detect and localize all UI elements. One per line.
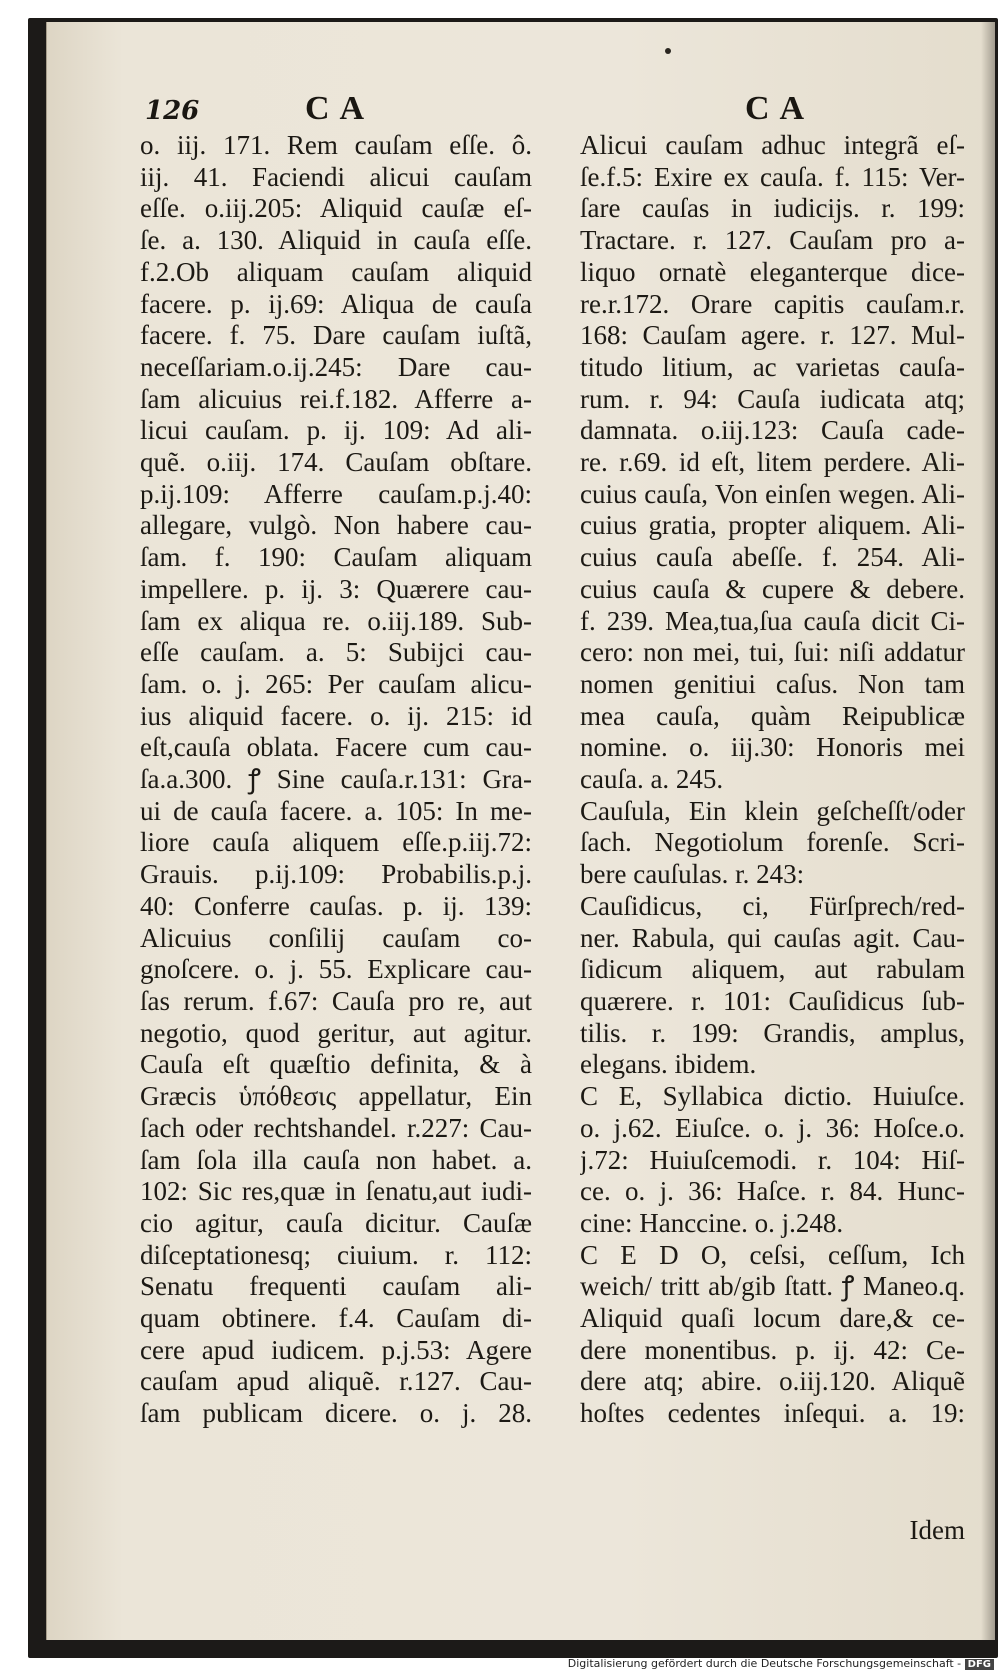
text-line: gnoſcere. o. j. 55. Explicare cau- (140, 954, 532, 985)
text-line: cuius cauſa abeſſe. f. 254. Ali- (580, 542, 965, 573)
text-line: ner. Rabula, qui cauſas agit. Cau- (580, 922, 965, 953)
text-line: cuius cauſa, Von einſen wegen. Ali- (580, 478, 965, 509)
spine-shadow (981, 22, 995, 1640)
text-line: nomen genitiui caſus. Non tam (580, 668, 965, 699)
text-line: ſam. f. 190: Cauſam aliquam (140, 542, 532, 573)
text-line: Alicuius conſilij cauſam co- (140, 922, 532, 953)
page-number: 126 (145, 96, 200, 126)
text-line: titudo litium, ac varietas cauſa- (580, 351, 965, 382)
text-line: quẽ. o.iij. 174. Cauſam obſtare. (140, 447, 532, 478)
text-line: ſach. Negotiolum forenſe. Scri- (580, 827, 965, 858)
footer-text: Digitalisierung gefördert durch die Deutsche Forschungsgemeinschaft - (567, 1657, 962, 1670)
catchword: Idem (909, 1515, 965, 1545)
text-line: ſam. o. j. 265: Per cauſam alicu- (140, 668, 532, 699)
text-line: eſſe. o.iij.205: Aliquid cauſæ eſ- (140, 193, 532, 224)
text-line: j.72: Huiuſcemodi. r. 104: Hiſ- (580, 1144, 965, 1175)
text-line: Grauis. p.ij.109: Probabilis.p.j. (140, 859, 532, 890)
text-line: ſam alicuius rei.f.182. Afferre a- (140, 383, 532, 414)
text-line: o. j.62. Eiuſce. o. j. 36: Hoſce.o. (580, 1112, 965, 1143)
left-column-text (140, 130, 532, 1430)
text-line: quam obtinere. f.4. Cauſam di- (140, 1303, 532, 1334)
text-line: 102: Sic res,quæ in ſenatu,aut iudi- (140, 1176, 532, 1207)
text-line: ce. o. j. 36: Haſce. r. 84. Hunc- (580, 1176, 965, 1207)
digitization-footer (568, 1657, 994, 1670)
text-line: facere. p. ij.69: Aliqua de cauſa (140, 288, 532, 319)
text-line: liquo ornatè eleganterque dice- (580, 256, 965, 287)
running-header (145, 90, 960, 130)
text-line: ſas rerum. f.67: Cauſa pro re, aut (140, 985, 532, 1016)
text-line: ſam publicam dicere. o. j. 28. (140, 1398, 532, 1429)
text-line: weich/ tritt ab/gib ſtatt. ꝭ Maneo.q. (580, 1271, 965, 1302)
text-line: cero: non mei, tui, ſui: niſi addatur (580, 637, 965, 668)
dfg-logo: DFG (965, 1659, 994, 1670)
text-line: Cauſa eſt quæſtio definita, & à (140, 1049, 532, 1080)
text-line: diſceptationesq; ciuium. r. 112: (140, 1239, 532, 1270)
text-line: rum. r. 94: Cauſa iudicata atq; (580, 383, 965, 414)
text-line: re.r.172. Orare capitis cauſam.r. (580, 288, 965, 319)
text-line: Tractare. r. 127. Cauſam pro a- (580, 225, 965, 256)
text-line: C E D O, ceſsi, ceſſum, Ich (580, 1239, 965, 1270)
text-line: Senatu frequenti cauſam ali- (140, 1271, 532, 1302)
text-line: ſam ſola illa cauſa non habet. a. (140, 1144, 532, 1175)
text-line: facere. f. 75. Dare cauſam iuſtã, (140, 320, 532, 351)
text-line: cauſa. a. 245. (580, 764, 724, 795)
text-line: nomine. o. iij.30: Honoris mei (580, 732, 965, 763)
text-line: ſe. a. 130. Aliquid in cauſa eſſe. (140, 225, 532, 256)
text-line: cio agitur, cauſa dicitur. Cauſæ (140, 1207, 532, 1238)
text-line: neceſſariam.o.ij.245: Dare cau- (140, 351, 532, 382)
text-line: Græcis ὑπόθεσις appellatur, Ein (140, 1081, 532, 1112)
text-line: ſam ex aliqua re. o.iij.189. Sub- (140, 605, 532, 636)
ink-spot (665, 48, 671, 54)
text-line: hoſtes cedentes inſequi. a. 19: (580, 1398, 965, 1429)
text-line: cauſam apud aliquẽ. r.127. Cau- (140, 1366, 532, 1397)
header-left-guide: CA (305, 90, 375, 127)
text-line: dere monentibus. p. ij. 42: Ce- (580, 1334, 965, 1365)
text-line: cere apud iudicem. p.j.53: Agere (140, 1334, 532, 1365)
text-line: ſe.f.5: Exire ex cauſa. f. 115: Ver- (580, 161, 965, 192)
text-line: cuius cauſa & cupere & debere. (580, 573, 965, 604)
text-line: Cauſidicus, ci, Fürſprech/red- (580, 890, 965, 921)
text-line: 40: Conferre cauſas. p. ij. 139: (140, 890, 532, 921)
text-line: liore cauſa aliquem eſſe.p.iij.72: (140, 827, 532, 858)
text-line: 168: Cauſam agere. r. 127. Mul- (580, 320, 965, 351)
header-right-guide: CA (745, 90, 815, 127)
text-line: Cauſula, Ein klein geſcheſſt/oder (580, 795, 965, 826)
text-line: iij. 41. Faciendi alicui cauſam (140, 161, 532, 192)
text-line: ſidicum aliquem, aut rabulam (580, 954, 965, 985)
text-line: quærere. r. 101: Cauſidicus ſub- (580, 985, 965, 1016)
text-line: ſare cauſas in iudicijs. r. 199: (580, 193, 965, 224)
text-line: licui cauſam. p. ij. 109: Ad ali- (140, 415, 532, 446)
text-line: negotio, quod geritur, aut agitur. (140, 1017, 532, 1048)
text-line: ius aliquid facere. o. ij. 215: id (140, 700, 532, 731)
text-line: eſt,cauſa oblata. Facere cum cau- (140, 732, 532, 763)
text-line: p.ij.109: Afferre cauſam.p.j.40: (140, 478, 532, 509)
text-line: cuius gratia, propter aliquem. Ali- (580, 510, 965, 541)
text-line: Aliquid quaſi locum dare,& ce- (580, 1303, 965, 1334)
text-line: elegans. ibidem. (580, 1049, 757, 1080)
text-line: tilis. r. 199: Grandis, amplus, (580, 1017, 965, 1048)
text-line: dere atq; abire. o.iij.120. Aliquẽ (580, 1366, 965, 1397)
text-line: allegare, vulgò. Non habere cau- (140, 510, 532, 541)
text-line: ui de cauſa facere. a. 105: In me- (140, 795, 532, 826)
text-line: o. iij. 171. Rem cauſam eſſe. ô. (140, 130, 532, 160)
right-column-text (580, 130, 965, 1430)
text-line: eſſe cauſam. a. 5: Subijci cau- (140, 637, 532, 668)
text-line: cine: Hanccine. o. j.248. (580, 1207, 844, 1238)
text-line: f.2.Ob aliquam cauſam aliquid (140, 256, 532, 287)
text-line: ſa.a.300. ꝭ Sine cauſa.r.131: Gra- (140, 764, 532, 795)
text-line: bere cauſulas. r. 243: (580, 859, 805, 890)
text-line: ſach oder rechtshandel. r.227: Cau- (140, 1112, 532, 1143)
text-line: impellere. p. ij. 3: Quærere cau- (140, 573, 532, 604)
text-line: mea cauſa, quàm Reipublicæ (580, 700, 965, 731)
text-line: C E, Syllabica dictio. Huiuſce. (580, 1081, 965, 1112)
text-line: damnata. o.iij.123: Cauſa cade- (580, 415, 965, 446)
text-line: re. r.69. id eſt, litem perdere. Ali- (580, 447, 965, 478)
text-line: f. 239. Mea,tua,ſua cauſa dicit Ci- (580, 605, 965, 636)
text-line: Alicui cauſam adhuc integrã eſ- (580, 130, 965, 160)
